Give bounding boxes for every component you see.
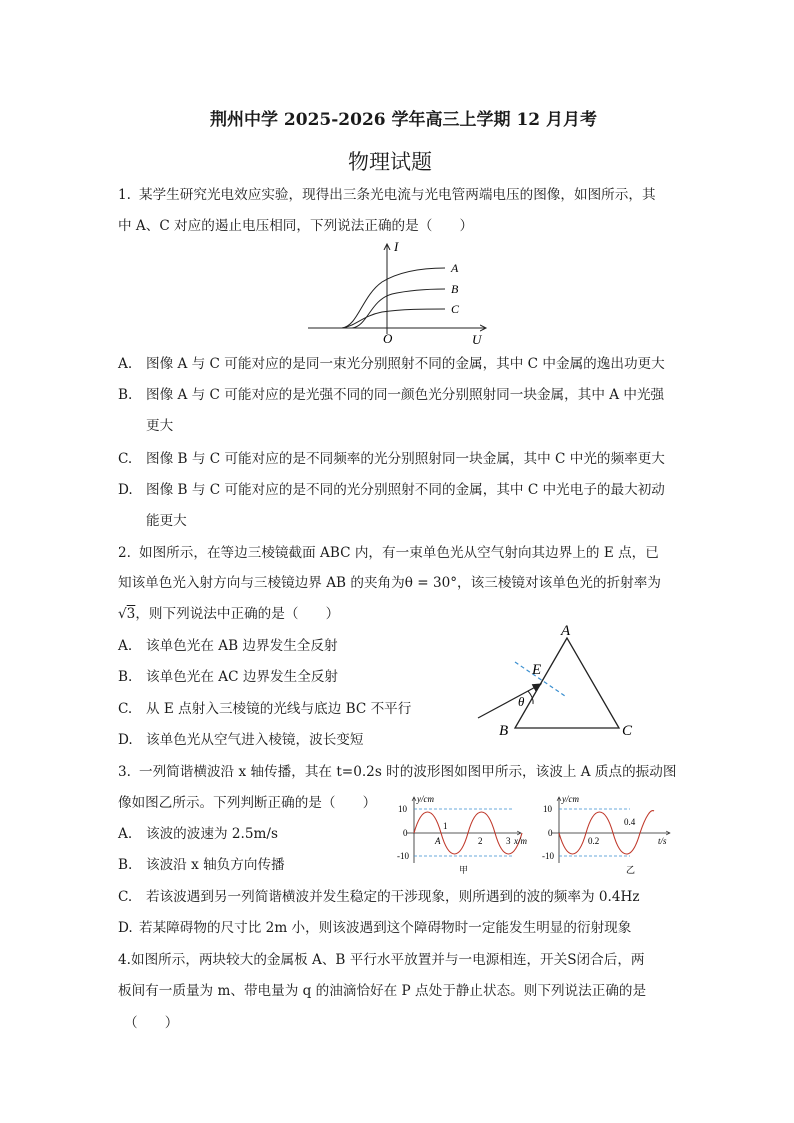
t-tick-label: 0.2 (588, 836, 600, 846)
curve-a-label: A (451, 261, 459, 275)
curve-b-label: B (451, 282, 459, 296)
sqrt-symbol: √ (118, 606, 127, 622)
option-label: C. (118, 701, 133, 717)
x-tick-label: 3 (506, 836, 511, 846)
question-stem-line: 一列简谐横波沿 x 轴传播，其在 t=0.2s 时的波形图如图甲所示，该波上 A 质点的振动图 (139, 764, 677, 780)
theta-label: θ (518, 694, 525, 709)
vertex-b-label: B (499, 723, 509, 739)
answer-blank: （ ） (124, 1015, 179, 1031)
point-a-label: A (435, 836, 441, 846)
option-text: 该波的波速为 2.5m/s (146, 826, 278, 842)
option-text: 该波沿 x 轴负方向传播 (146, 857, 285, 873)
vertex-a-label: A (561, 623, 571, 639)
figure-caption: 甲 (459, 865, 469, 875)
y-tick-label: -10 (397, 851, 409, 861)
option-label: A. (118, 826, 133, 842)
option-text: 若该波遇到另一列简谐横波并发生稳定的干涉现象，则所遇到的波的频率为 0.4Hz (146, 889, 640, 905)
x-tick-label: 2 (478, 836, 483, 846)
u-axis-label: U (472, 332, 482, 347)
t-tick-label: 0.4 (624, 817, 636, 827)
option-label: C. (118, 889, 133, 905)
curve-c-label: C (451, 302, 460, 316)
curve-a (342, 268, 445, 328)
wave-graph-jia (385, 793, 545, 878)
option-text: 图像 B 与 C 可能对应的是不同的光分别照射不同的金属，其中 C 中光电子的最大初动 (146, 482, 665, 498)
option-label: B. (118, 387, 133, 403)
x-axis-label: x/m (514, 836, 527, 846)
y-tick-label: 10 (398, 804, 407, 814)
option-text: 图像 A 与 C 可能对应的是光强不同的同一颜色光分别照射同一块金属，其中 A 中光强 (146, 387, 665, 403)
incident-ray (478, 684, 541, 718)
option-text-continued: 能更大 (146, 513, 187, 529)
point-e-label: E (532, 662, 542, 678)
y-tick-label: 0 (548, 828, 553, 838)
sqrt-radicand: 3 (126, 606, 136, 622)
x-tick-label: 1 (443, 821, 448, 831)
question-number: 1. (118, 187, 131, 203)
y-axis-label: y/cm (417, 794, 434, 804)
question-stem-line: 知该单色光入射方向与三棱镜边界 AB 的夹角为θ = 30°，该三棱镜对该单色光的折射率为 (118, 575, 661, 591)
question-stem-line: 像如图乙所示。下列判断正确的是（ ） (118, 795, 377, 811)
question-stem-line: 4.如图所示，两块较大的金属板 A、B 平行水平放置并与一电源相连，开关S闭合后，两 (118, 952, 645, 968)
question-number: 2. (118, 545, 131, 561)
triangle-abc (515, 638, 619, 728)
y-tick-label: 0 (403, 828, 408, 838)
option-text: 该单色光在 AC 边界发生全反射 (146, 669, 338, 685)
curve-b (352, 289, 445, 328)
t-axis-label: t/s (658, 836, 667, 846)
y-tick-label: -10 (542, 851, 554, 861)
question-stem-line: 板间有一质量为 m、带电量为 q 的油滴恰好在 P 点处于静止状态。则下列说法正确的是 (118, 983, 647, 999)
stem-text: ，则下列说法中正确的是（ ） (135, 606, 340, 622)
i-axis-label: I (394, 239, 399, 254)
page-title: 物理试题 (348, 150, 432, 174)
y-tick-label: 10 (543, 804, 552, 814)
option-label: D. (118, 732, 133, 748)
exam-title: 荆州中学 2025-2026 学年高三上学期 12 月月考 (210, 110, 598, 130)
option-label: C. (118, 451, 133, 467)
option-label: A. (118, 638, 133, 654)
question-number: 3. (118, 764, 131, 780)
option-text: 若某障碍物的尺寸比 2m 小，则该波遇到这个障碍物时一定能发生明显的衍射现象 (139, 920, 632, 936)
option-label: D. (118, 920, 133, 936)
option-text: 该单色光从空气进入棱镜，波长变短 (146, 732, 364, 748)
option-label: D. (118, 482, 133, 498)
question-stem-line (118, 606, 339, 622)
question-stem-line: 某学生研究光电效应实验，现得出三条光电流与光电管两端电压的图像，如图所示，其 (139, 187, 656, 203)
question-stem-line: 中 A、C 对应的遏止电压相同，下列说法正确的是（ ） (118, 218, 474, 234)
curve-c (342, 309, 445, 328)
option-text: 图像 A 与 C 可能对应的是同一束光分别照射不同的金属，其中 C 中金属的逸出功更大 (146, 356, 665, 372)
option-text: 该单色光在 AB 边界发生全反射 (146, 638, 338, 654)
option-text-continued: 更大 (146, 418, 174, 434)
vertex-c-label: C (622, 723, 633, 739)
vibration-graph-yi (530, 793, 685, 878)
option-label: B. (118, 669, 133, 685)
question-stem-line: 如图所示，在等边三棱镜截面 ABC 内，有一束单色光从空气射向其边界上的 E 点，已 (139, 545, 659, 561)
prism-diagram (470, 618, 645, 743)
vibration-curve (559, 811, 654, 854)
option-label: A. (118, 356, 133, 372)
option-text: 图像 B 与 C 可能对应的是不同频率的光分别照射同一块金属，其中 C 中光的频率更大 (146, 451, 665, 467)
figure-caption: 乙 (626, 865, 636, 875)
photoelectric-iu-graph (300, 238, 500, 348)
option-label: B. (118, 857, 133, 873)
y-axis-label: y/cm (562, 794, 579, 804)
origin-label: O (383, 331, 393, 346)
option-text: 从 E 点射入三棱镜的光线与底边 BC 不平行 (146, 701, 412, 717)
